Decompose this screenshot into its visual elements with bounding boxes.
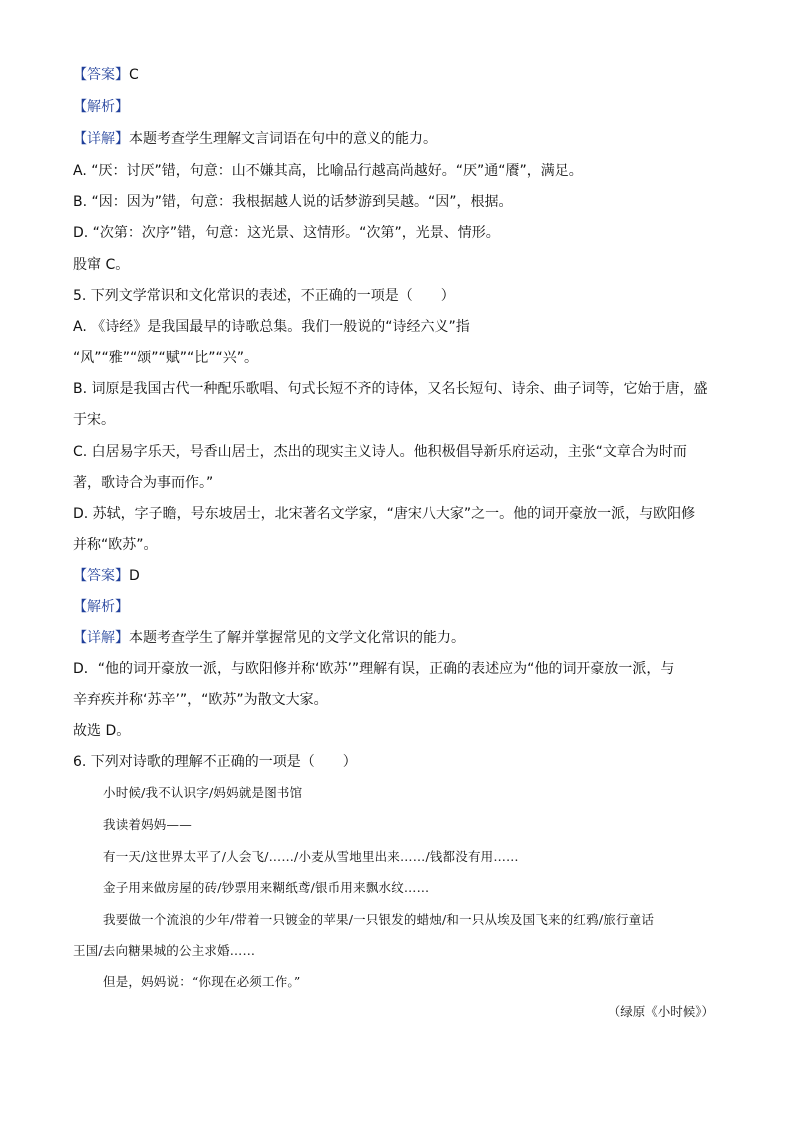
q5-analysis-line <box>73 597 714 617</box>
q5-conclusion: 故选 D。 <box>73 723 131 739</box>
q4-analysis-line <box>73 97 714 117</box>
q5-option-b-line1: B. 词原是我国古代一种配乐歌唱、句式长短不齐的诗体，又名长短句、诗余、曲子词等，它始于唐，盛 <box>73 381 708 397</box>
detail-intro: 本题考查学生了解并掌握常见的文学文化常识的能力。 <box>129 630 465 646</box>
analysis-tag: 【解析】 <box>73 599 129 615</box>
detail-intro: 本题考查学生理解文言词语在句中的意义的能力。 <box>129 131 437 147</box>
q6-stem: 6. 下列对诗歌的理解不正确的一项是（ ） <box>73 754 357 770</box>
q5-option-a-line2: “风”“雅”“颂”“赋”“比”“兴”。 <box>73 350 259 366</box>
analysis-tag: 【解析】 <box>73 99 129 115</box>
answer-tag: 【答案】 <box>73 67 129 83</box>
answer-tag: 【答案】 <box>73 568 129 584</box>
poem-line-4: 金子用来做房屋的砖/钞票用来糊纸鸢/银币用来飘水纹…… <box>103 880 430 895</box>
detail-tag: 【详解】 <box>73 630 129 646</box>
q5-option-d-line2: 并称“欧苏”。 <box>73 537 158 553</box>
poem-line-1: 小时候/我不认识字/妈妈就是图书馆 <box>103 785 303 800</box>
q5-option-a-line1: A. 《诗经》是我国最早的诗歌总集。我们一般说的“诗经六义”指 <box>73 319 470 335</box>
poem-source: （绿原《小时候》） <box>607 1004 714 1019</box>
q5-detail-d-line1: D．“他的词开豪放一派，与欧阳修并称‘欧苏’”理解有误，正确的表述应为“他的词开豪放一派，与 <box>73 661 675 677</box>
q5-stem: 5. 下列文学常识和文化常识的表述，不正确的一项是（ ） <box>73 288 455 304</box>
answer-value: C <box>129 67 139 83</box>
poem-line-6: 王国/去向糖果城的公主求婚…… <box>73 943 256 958</box>
q5-option-c-line1: C. 白居易字乐天，号香山居士，杰出的现实主义诗人。他积极倡导新乐府运动，主张“文章合为时而 <box>73 444 687 460</box>
q5-answer-line <box>73 566 714 586</box>
q5-option-c-line2: 著，歌诗合为事而作。” <box>73 475 214 491</box>
q5-option-b-line2: 于宋。 <box>73 412 115 428</box>
poem-line-2: 我读着妈妈—— <box>103 817 192 832</box>
answer-value: D <box>129 568 140 584</box>
poem-line-3: 有一天/这世界太平了/人会飞/……/小麦从雪地里出来……/钱都没有用…… <box>103 849 519 864</box>
q4-detail-d: D. “次第：次序”错，句意：这光景、这情形。“次第”，光景、情形。 <box>73 225 500 241</box>
q4-answer-line <box>73 65 714 85</box>
q5-detail-line <box>73 628 714 648</box>
q4-detail-b: B. “因：因为”错，句意：我根据越人说的话梦游到吴越。“因”，根据。 <box>73 194 513 210</box>
detail-tag: 【详解】 <box>73 131 129 147</box>
q4-conclusion: 股窜 C。 <box>73 257 130 273</box>
q4-detail-a: A. “厌：讨厌”错，句意：山不嫌其高，比喻品行越高尚越好。“厌”通“餍”，满足。 <box>73 163 583 179</box>
q5-detail-d-line2: 辛弃疾并称‘苏辛’”，“欧苏”为散文大家。 <box>73 692 328 708</box>
q4-detail-line <box>73 129 714 149</box>
poem-line-5: 我要做一个流浪的少年/带着一只镀金的苹果/一只银发的蜡烛/和一只从埃及国飞来的红鸦/旅行童话 <box>103 912 655 927</box>
q5-option-d-line1: D. 苏轼，字子瞻，号东坡居士，北宋著名文学家，“唐宋八大家”之一。他的词开豪放一派，与欧阳修 <box>73 506 696 522</box>
poem-line-7: 但是，妈妈说：“你现在必须工作。” <box>103 974 301 989</box>
